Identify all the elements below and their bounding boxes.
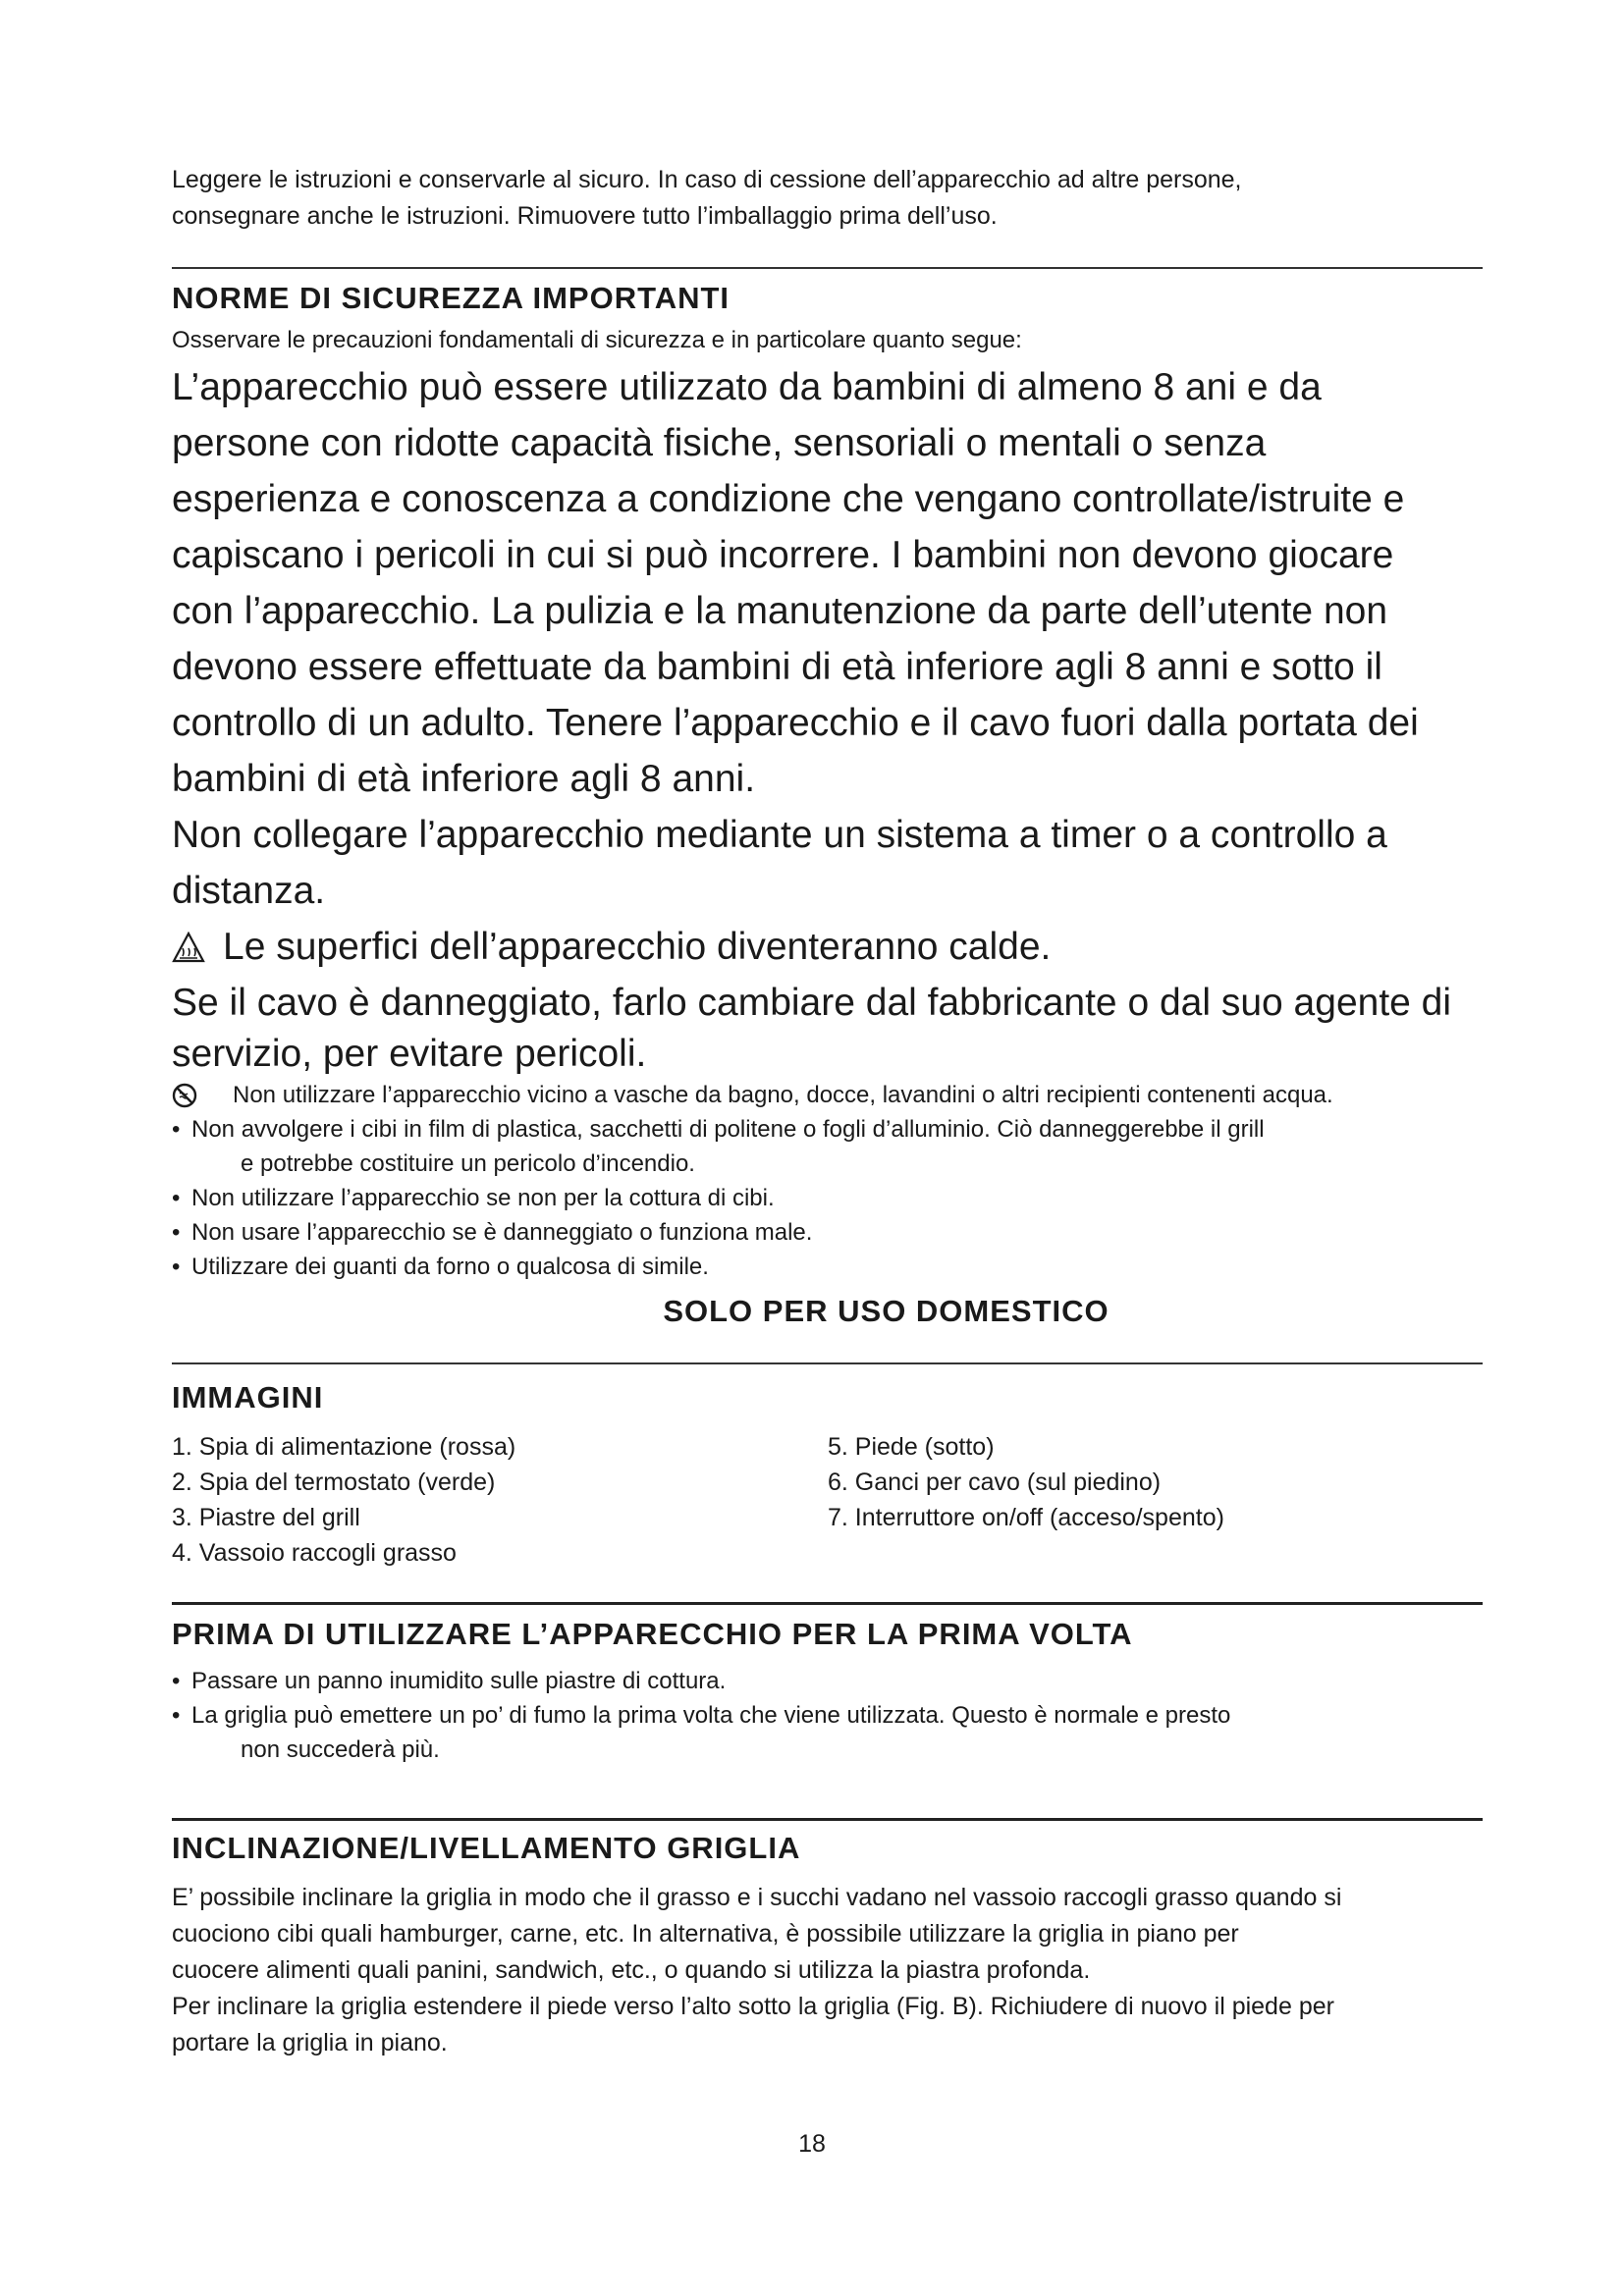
page-number: 18 [798, 2130, 826, 2158]
list-item [172, 1698, 1483, 1767]
list-item-text: La griglia può emettere un po’ di fumo la prima volta che viene utilizzata. Questo è normale e presto [191, 1702, 1231, 1729]
list-item-text: Non usare l’apparecchio se è danneggiato o funziona male. [191, 1219, 813, 1246]
list-item: 6. Ganci per cavo (sul piedino) [828, 1468, 1162, 1496]
safety-subtitle: Osservare le precauzioni fondamentali di sicurezza e in particolare quanto segue: [172, 327, 1022, 353]
parts-list [172, 1429, 1483, 1571]
section-divider [172, 1362, 1483, 1364]
safety-line: capiscano i pericoli in cui si può incorrere. I bambini non devono giocare [172, 534, 1394, 576]
list-item-text: Non avvolgere i cibi in film di plastica, sacchetti di politene o fogli d’alluminio. Ciò danneggerebbe il grill [191, 1116, 1265, 1143]
list-item-text: non succederà più. [241, 1736, 440, 1763]
tilt-line: E’ possibile inclinare la griglia in modo che il grasso e i succhi vadano nel vassoio raccogli grasso quando si [172, 1884, 1342, 1911]
hot-surface-warning [172, 919, 1483, 975]
parts-list-right [828, 1429, 1224, 1571]
list-item: 2. Spia del termostato (verde) [172, 1468, 496, 1496]
hot-surface-text: Le superfici dell’apparecchio diventeranno calde. [223, 926, 1052, 968]
safety-line: Se il cavo è danneggiato, farlo cambiare dal fabbricante o dal suo agente di [172, 982, 1452, 1024]
safety-line: distanza. [172, 870, 326, 912]
safety-line: esperienza e conoscenza a condizione che vengano controllate/istruite e [172, 478, 1405, 520]
safety-main-text [172, 359, 1483, 1078]
list-item: 1. Spia di alimentazione (rossa) [172, 1433, 516, 1461]
tilt-line: Per inclinare la griglia estendere il piede verso l’alto sotto la griglia (Fig. B). Richiudere di nuovo il piede per [172, 1993, 1334, 2020]
tilt-line: portare la griglia in piano. [172, 2029, 448, 2056]
list-item-text: Utilizzare dei guanti da forno o qualcosa di simile. [191, 1254, 709, 1280]
list-item-text: Passare un panno inumidito sulle piastre di cottura. [191, 1668, 727, 1694]
safety-heading: NORME DI SICUREZZA IMPORTANTI [172, 281, 731, 315]
safety-bullet-list [172, 1112, 1483, 1284]
section-divider [172, 1602, 1483, 1605]
first-use-bullet-list [172, 1664, 1483, 1767]
water-warning-text: Non utilizzare l’apparecchio vicino a vasche da bagno, docce, lavandini o altri recipienti contenenti acqua. [233, 1082, 1333, 1108]
safety-line: Non collegare l’apparecchio mediante un sistema a timer o a controllo a [172, 814, 1387, 856]
list-item: 5. Piede (sotto) [828, 1433, 995, 1461]
list-item [172, 1181, 1483, 1215]
images-heading: IMMAGINI [172, 1380, 324, 1415]
first-use-section [172, 1615, 1483, 1767]
list-item-text: e potrebbe costituire un pericolo d’incendio. [241, 1150, 695, 1177]
images-section [172, 1378, 1483, 1571]
hot-surface-icon [172, 932, 205, 963]
intro-line: Leggere le istruzioni e conservarle al sicuro. In caso di cessione dell’apparecchio ad altre persone, [172, 166, 1242, 193]
domestic-use-title: SOLO PER USO DOMESTICO [663, 1294, 1110, 1328]
first-use-heading: PRIMA DI UTILIZZARE L’APPARECCHIO PER LA PRIMA VOLTA [172, 1617, 1133, 1651]
tilt-line: cuocere alimenti quali panini, sandwich, etc., o quando si utilizza la piastra profonda. [172, 1956, 1091, 1984]
list-item: 4. Vassoio raccogli grasso [172, 1539, 457, 1567]
parts-list-left [172, 1429, 828, 1571]
tilt-heading: INCLINAZIONE/LIVELLAMENTO GRIGLIA [172, 1831, 801, 1865]
safety-line: bambini di età inferiore agli 8 anni. [172, 758, 756, 800]
water-warning [172, 1078, 1483, 1112]
list-item [172, 1664, 1483, 1698]
tilt-section [172, 1829, 1483, 2061]
list-item [172, 1112, 1483, 1181]
list-item: 3. Piastre del grill [172, 1504, 360, 1531]
section-divider [172, 267, 1483, 269]
tilt-text [172, 1880, 1483, 2061]
list-item: 7. Interruttore on/off (acceso/spento) [828, 1504, 1224, 1531]
section-divider [172, 1818, 1483, 1821]
safety-line: persone con ridotte capacità fisiche, sensoriali o mentali o senza [172, 422, 1267, 464]
no-water-icon [172, 1083, 197, 1108]
safety-line: controllo di un adulto. Tenere l’apparecchio e il cavo fuori dalla portata dei [172, 702, 1419, 744]
intro-text [172, 162, 1483, 235]
safety-line: con l’apparecchio. La pulizia e la manutenzione da parte dell’utente non [172, 590, 1388, 632]
tilt-line: cuociono cibi quali hamburger, carne, etc. In alternativa, è possibile utilizzare la griglia in piano per [172, 1920, 1239, 1948]
safety-section [172, 279, 1483, 1333]
document-page [172, 162, 1483, 2061]
list-item-text: Non utilizzare l’apparecchio se non per la cottura di cibi. [191, 1185, 775, 1211]
intro-line: consegnare anche le istruzioni. Rimuovere tutto l’imballaggio prima dell’uso. [172, 202, 998, 230]
list-item [172, 1250, 1483, 1284]
safety-line: devono essere effettuate da bambini di età inferiore agli 8 anni e sotto il [172, 646, 1382, 688]
list-item [172, 1215, 1483, 1250]
safety-line: servizio, per evitare pericoli. [172, 1033, 647, 1075]
safety-line: L’apparecchio può essere utilizzato da bambini di almeno 8 ani e da [172, 366, 1322, 408]
